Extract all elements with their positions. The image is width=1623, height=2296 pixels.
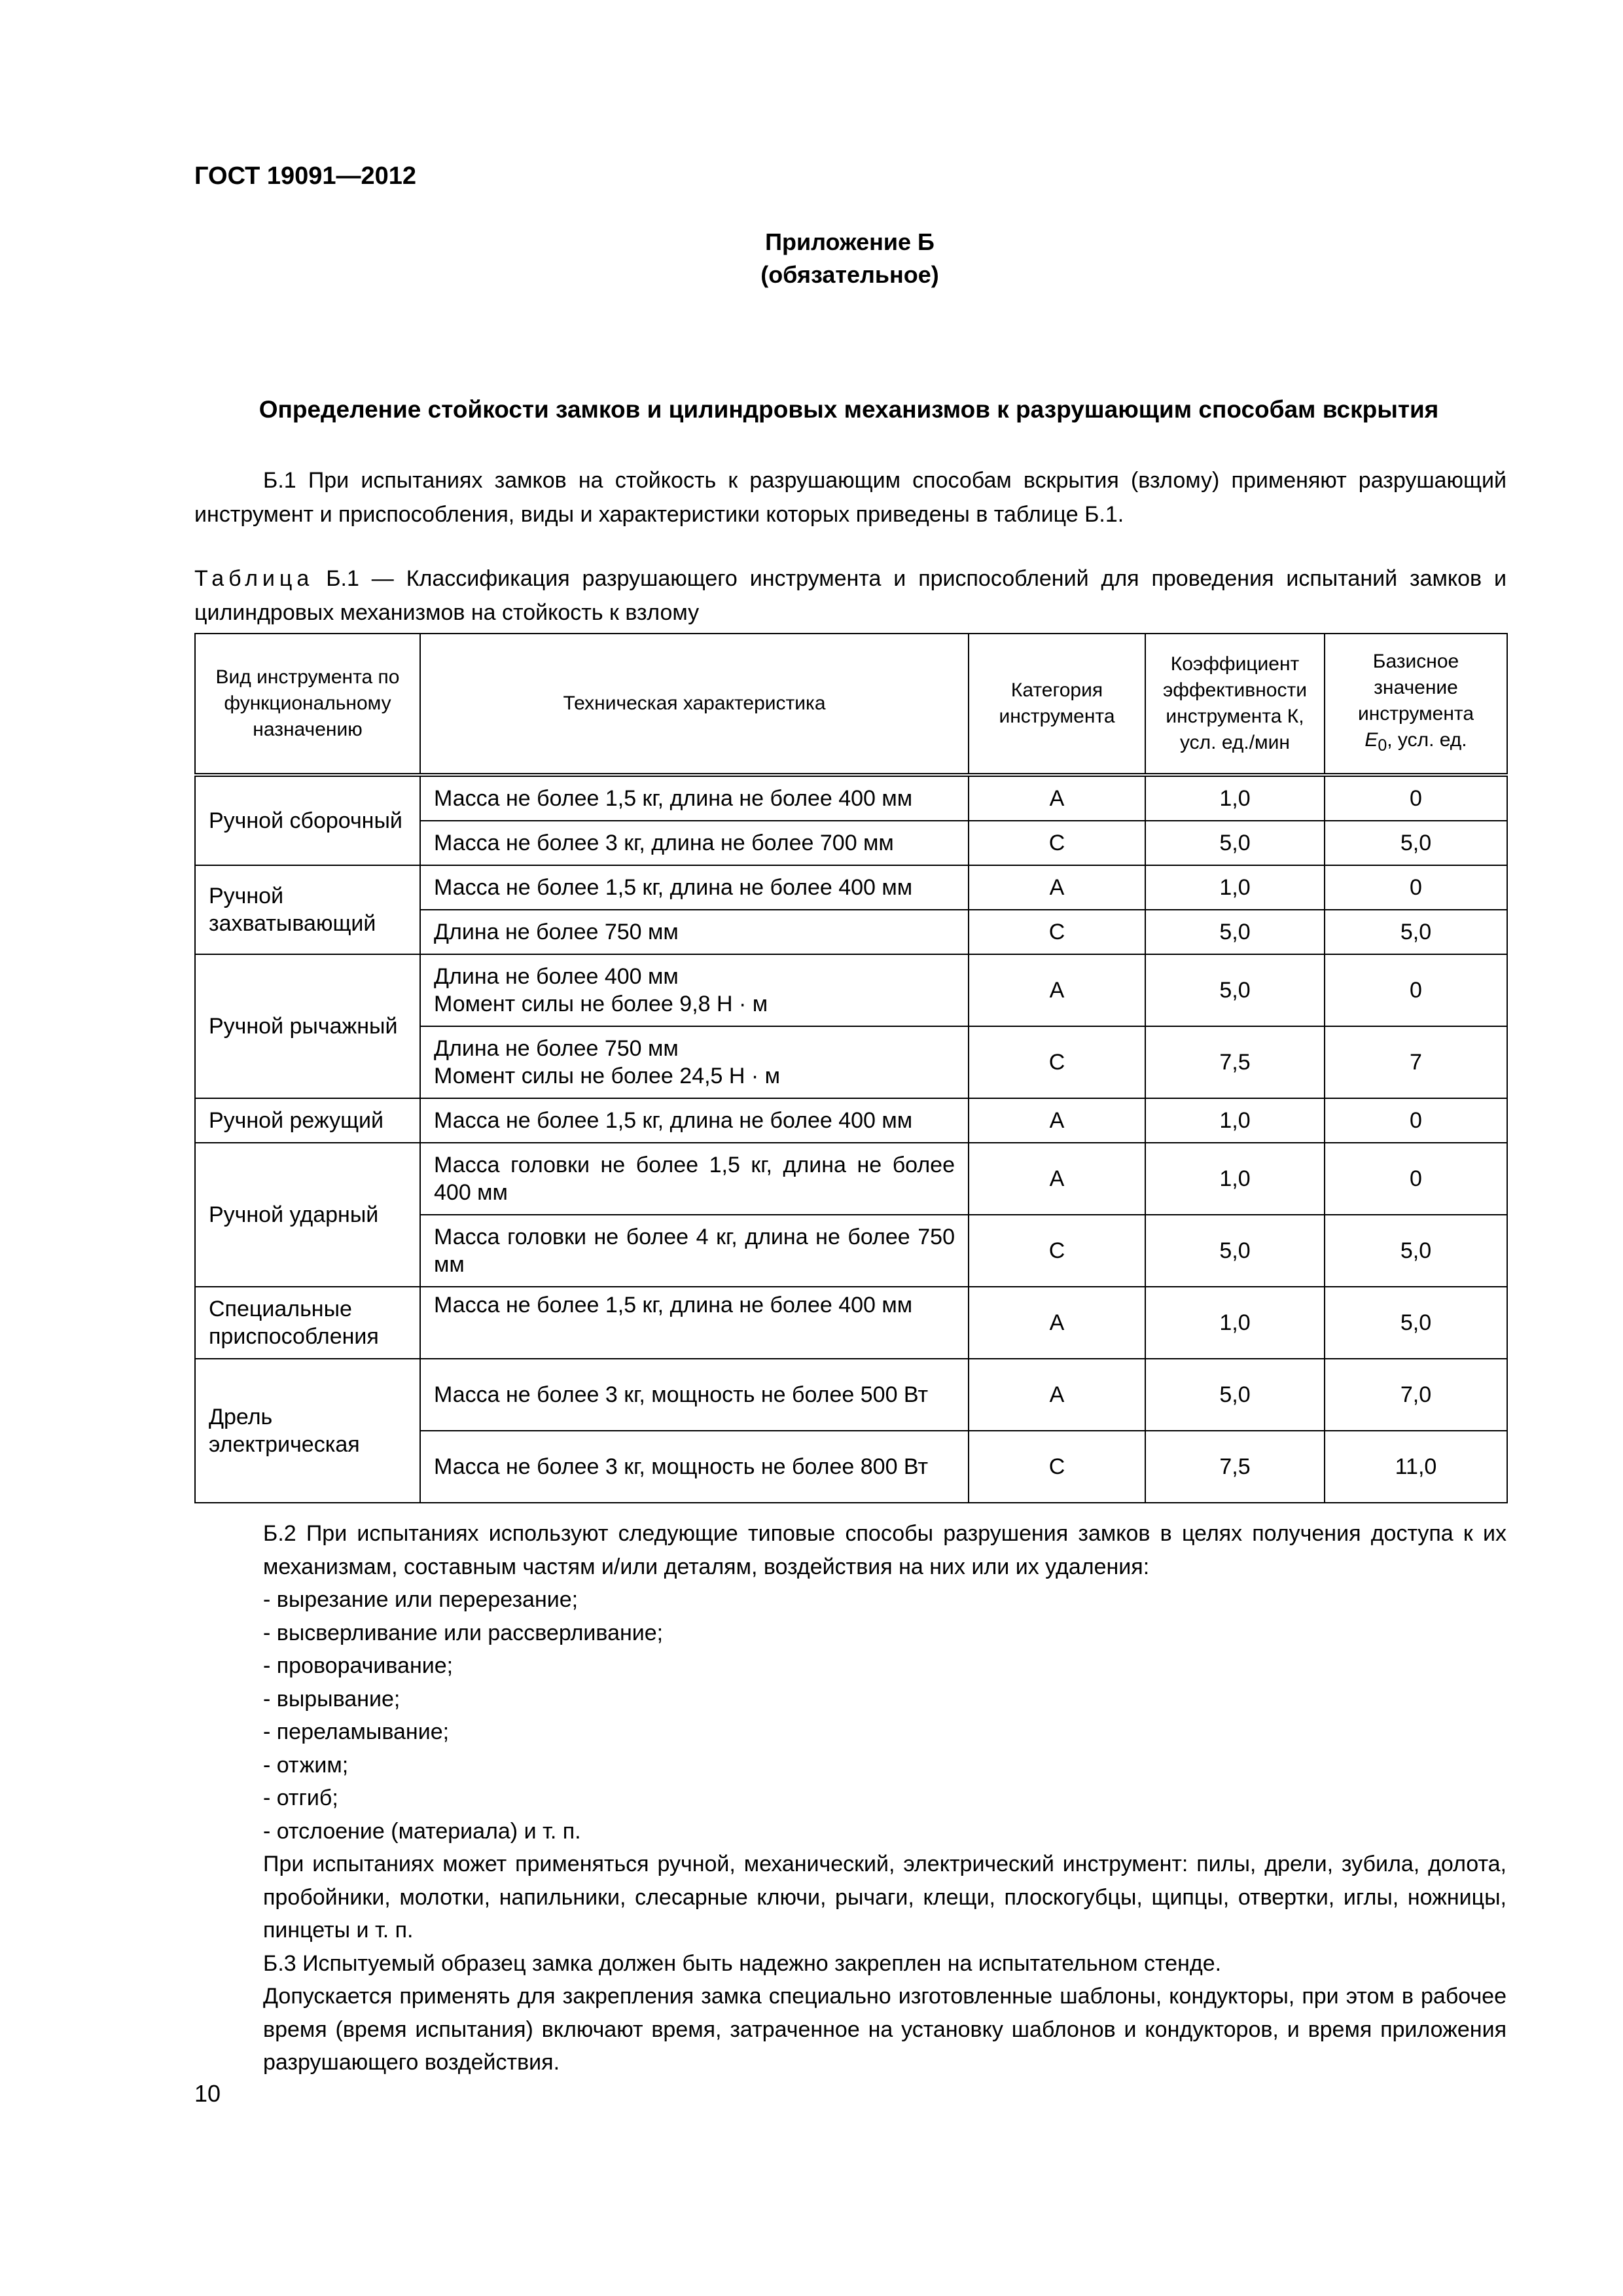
header-kind: Вид инструмента по функциональному назначению bbox=[195, 634, 420, 775]
cell-category: А bbox=[969, 1287, 1145, 1359]
cell-base: 11,0 bbox=[1325, 1431, 1507, 1503]
cell-tech: Масса не более 3 кг, мощность не более 800 Вт bbox=[420, 1431, 969, 1503]
header-base-unit: , усл. ед. bbox=[1387, 729, 1467, 751]
table-caption-text: Б.1 — Классификация разрушающего инструмента и приспособлений для проведения испытаний замков и цилиндровых механизмов на стойкость к взлому bbox=[194, 566, 1507, 625]
cell-category: С bbox=[969, 1026, 1145, 1098]
header-base-symbol: E bbox=[1364, 729, 1378, 751]
cell-category: С bbox=[969, 910, 1145, 954]
paragraph-tools: При испытаниях может применяться ручной, механический, электрический инструмент: пилы, дрели, зубила, долота, пробойники, молотки, напильники, слесарные ключи, рычаги, клещи, плоскогубцы, щипцы, отвертки, иглы, ножницы, пинцеты и т. п. bbox=[263, 1852, 1507, 1943]
cell-coefficient: 7,5 bbox=[1145, 1431, 1325, 1503]
cell-tech-line: Момент силы не более 9,8 Н · м bbox=[434, 992, 768, 1016]
paragraph-b3: Б.3 Испытуемый образец замка должен быть надежно закреплен на испытательном стенде. bbox=[263, 1950, 1222, 1976]
cell-base: 7 bbox=[1325, 1026, 1507, 1098]
cell-category: А bbox=[969, 1098, 1145, 1143]
list-item: - вырезание или перерезание; bbox=[263, 1587, 579, 1612]
table-row bbox=[195, 1287, 1507, 1359]
cell-category: А bbox=[969, 1359, 1145, 1431]
table-caption bbox=[194, 562, 1507, 630]
cell-base: 7,0 bbox=[1325, 1359, 1507, 1431]
cell-base: 5,0 bbox=[1325, 910, 1507, 954]
appendix-type: (обязательное) bbox=[760, 261, 939, 288]
cell-base: 0 bbox=[1325, 775, 1507, 821]
cell-tech: Масса не более 1,5 кг, длина не более 400 мм bbox=[420, 775, 969, 821]
paragraph-fixation: Допускается применять для закрепления замка специально изготовленные шаблоны, кондукторы, при этом в рабочее время (время испытания) включают время, затраченное на установку шаблонов и кондукторов, и время приложения разрушающего воздействия. bbox=[263, 1984, 1507, 2075]
section-title: Определение стойкости замков и цилиндровых механизмов к разрушающим способам вскрытия bbox=[259, 396, 1439, 423]
cell-category: А bbox=[969, 865, 1145, 910]
table-row bbox=[195, 1143, 1507, 1215]
cell-tech: Масса не более 3 кг, длина не более 700 мм bbox=[420, 821, 969, 865]
cell-category: А bbox=[969, 1143, 1145, 1215]
list-item: - проворачивание; bbox=[263, 1653, 454, 1678]
cell-coefficient: 1,0 bbox=[1145, 1098, 1325, 1143]
header-coefficient bbox=[1145, 634, 1325, 775]
cell-coefficient: 5,0 bbox=[1145, 954, 1325, 1026]
cell-category: С bbox=[969, 1215, 1145, 1287]
list-item: - высверливание или рассверливание; bbox=[263, 1620, 664, 1645]
list-item: - отслоение (материала) и т. п. bbox=[263, 1818, 581, 1844]
table-row bbox=[195, 954, 1507, 1026]
cell-tech bbox=[420, 954, 969, 1026]
paragraph-b1: Б.1 При испытаниях замков на стойкость к разрушающим способам вскрытия (взлому) применяют разрушающий инструмент и приспособления, виды и характеристики которых приведены в таблице Б.1. bbox=[194, 468, 1507, 527]
tool-classification-table bbox=[194, 633, 1508, 1503]
cell-base: 5,0 bbox=[1325, 1215, 1507, 1287]
cell-kind: Ручной ударный bbox=[195, 1143, 420, 1287]
cell-coefficient: 1,0 bbox=[1145, 775, 1325, 821]
table-row bbox=[195, 775, 1507, 821]
cell-base: 5,0 bbox=[1325, 821, 1507, 865]
table-row bbox=[195, 865, 1507, 910]
page-number: 10 bbox=[194, 2080, 221, 2107]
cell-coefficient: 5,0 bbox=[1145, 821, 1325, 865]
cell-coefficient: 1,0 bbox=[1145, 1287, 1325, 1359]
header-base-main: Базисное значение инструмента bbox=[1357, 651, 1474, 725]
cell-base: 0 bbox=[1325, 1098, 1507, 1143]
cell-tech: Масса не более 1,5 кг, длина не более 400 мм bbox=[420, 1287, 969, 1359]
cell-tech-line: Длина не более 750 мм bbox=[434, 1036, 679, 1061]
cell-kind: Ручной режущий bbox=[195, 1098, 420, 1143]
document-header: ГОСТ 19091—2012 bbox=[194, 162, 417, 190]
cell-coefficient: 1,0 bbox=[1145, 1143, 1325, 1215]
cell-coefficient: 1,0 bbox=[1145, 865, 1325, 910]
table-caption-label: Таблица bbox=[194, 566, 314, 591]
header-tech: Техническая характеристика bbox=[420, 634, 969, 775]
cell-tech: Масса не более 1,5 кг, длина не более 400 мм bbox=[420, 1098, 969, 1143]
cell-kind: Ручной захватывающий bbox=[195, 865, 420, 954]
header-base-sub: 0 bbox=[1378, 736, 1387, 755]
list-item: - вырывание; bbox=[263, 1686, 401, 1712]
cell-base: 0 bbox=[1325, 865, 1507, 910]
cell-base: 0 bbox=[1325, 1143, 1507, 1215]
cell-tech-line: Момент силы не более 24,5 Н · м bbox=[434, 1064, 781, 1088]
cell-base: 5,0 bbox=[1325, 1287, 1507, 1359]
cell-kind: Дрель электрическая bbox=[195, 1359, 420, 1503]
cell-tech: Длина не более 750 мм bbox=[420, 910, 969, 954]
cell-tech-line: Длина не более 400 мм bbox=[434, 964, 679, 989]
cell-tech: Масса не более 1,5 кг, длина не более 400 мм bbox=[420, 865, 969, 910]
cell-category: А bbox=[969, 775, 1145, 821]
cell-base: 0 bbox=[1325, 954, 1507, 1026]
list-item: - отгиб; bbox=[263, 1785, 338, 1810]
cell-tech bbox=[420, 1026, 969, 1098]
cell-tech: Масса головки не более 4 кг, длина не более 750 мм bbox=[420, 1215, 969, 1287]
cell-coefficient: 5,0 bbox=[1145, 1359, 1325, 1431]
list-item: - отжим; bbox=[263, 1752, 349, 1778]
cell-category: С bbox=[969, 1431, 1145, 1503]
cell-category: С bbox=[969, 821, 1145, 865]
list-item: - переламывание; bbox=[263, 1719, 450, 1744]
body-text-block bbox=[194, 1517, 1507, 2079]
cell-coefficient: 5,0 bbox=[1145, 1215, 1325, 1287]
appendix-title: Приложение Б bbox=[765, 228, 935, 255]
cell-tech: Масса не более 3 кг, мощность не более 500 Вт bbox=[420, 1359, 969, 1431]
table-header-row bbox=[195, 634, 1507, 775]
header-category: Категория инструмента bbox=[969, 634, 1145, 775]
header-coef-main: Коэффициент эффективности инструмента К, bbox=[1162, 653, 1307, 727]
header-coef-unit: усл. ед./мин bbox=[1180, 732, 1290, 753]
cell-coefficient: 7,5 bbox=[1145, 1026, 1325, 1098]
cell-kind: Ручной сборочный bbox=[195, 775, 420, 865]
table-row bbox=[195, 1359, 1507, 1431]
cell-category: А bbox=[969, 954, 1145, 1026]
cell-kind: Ручной рычажный bbox=[195, 954, 420, 1098]
paragraph-b2: Б.2 При испытаниях используют следующие типовые способы разрушения замков в целях получения доступа к их механизмам, составным частям и/или деталям, воздействия на них или их удаления: bbox=[263, 1521, 1507, 1579]
cell-coefficient: 5,0 bbox=[1145, 910, 1325, 954]
cell-tech: Масса головки не более 1,5 кг, длина не более 400 мм bbox=[420, 1143, 969, 1215]
header-base bbox=[1325, 634, 1507, 775]
cell-kind: Специальные приспособления bbox=[195, 1287, 420, 1359]
table-row bbox=[195, 1098, 1507, 1143]
